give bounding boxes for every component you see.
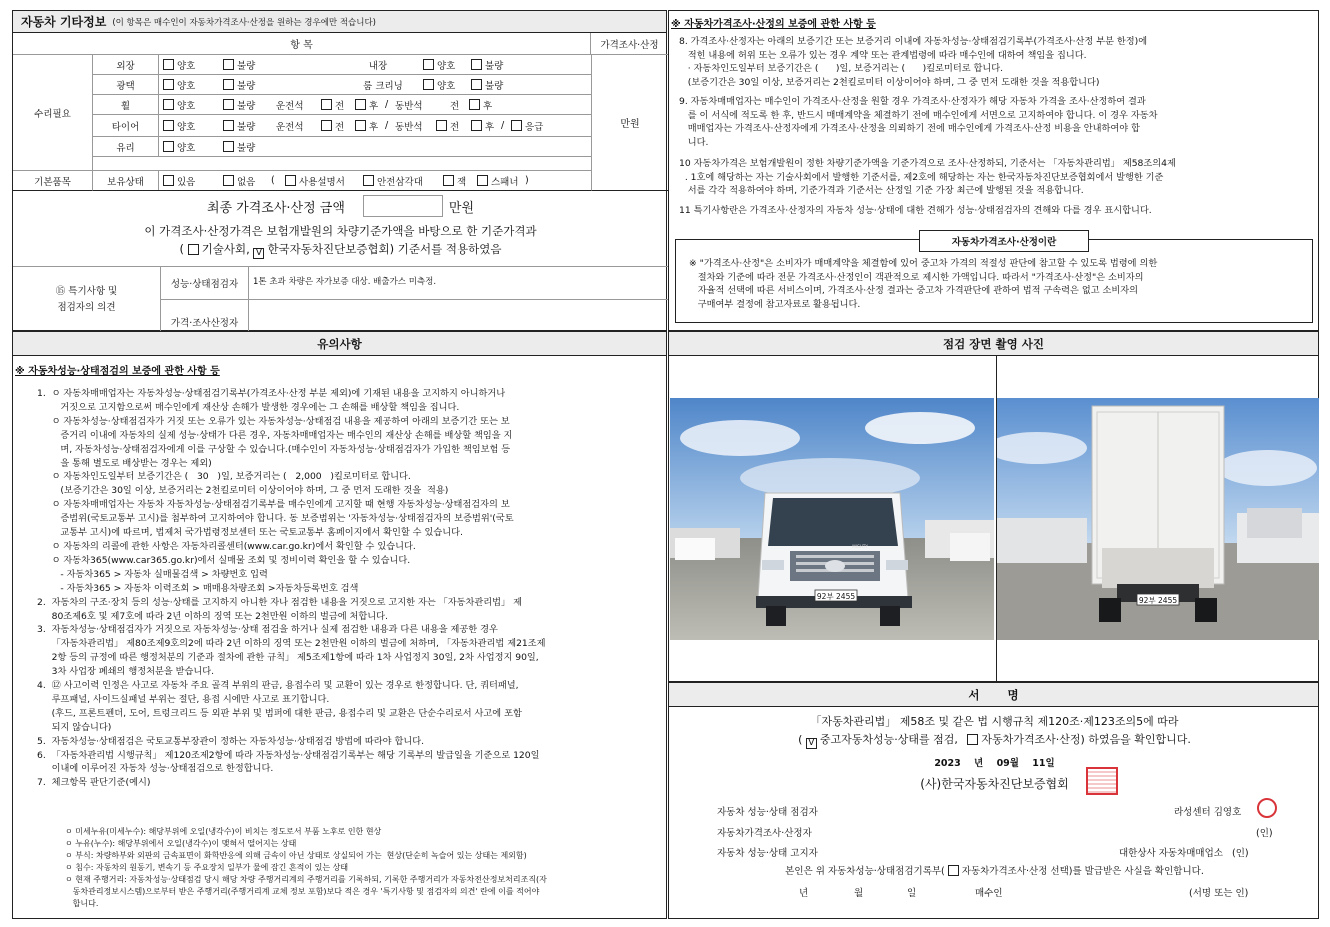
slash: / [385,99,389,110]
own-have-checkbox[interactable] [163,175,174,186]
buyer-price-survey-checkbox[interactable] [948,865,959,876]
inspector-label: 성능·상태점검자 [161,267,249,299]
sign-statement-1: 「자동차관리법」 제58조 및 같은 법 시행규칙 제120조·제123조의5에 따라 [810,715,1179,728]
clause-line: 를 이 서식에 적도록 한 후, 반드시 매매계약을 체결하기 전에 매수인에게 서면으로 고지하여야 합니다. 이 경우 자동차 [679,109,1158,121]
note-line: - 자동차365 > 자동차 이력조회 > 매매용차량조회 >자동차등록번호 검색 [37,582,359,594]
option-good: 양호 [177,142,196,154]
note-line: ㅇ 자동차성능·상태점검자가 거짓 또는 오류가 있는 자동차성능·상태점검 내용을 제공하여 아래의 보증기간 또는 보 [37,415,510,427]
notifier-name: 대한상사 자동차매매업소 (인) [1119,848,1249,859]
rear-label: 후 [483,100,493,112]
tire-emergency-checkbox[interactable] [511,120,522,131]
criteria-line: ㅇ 현재 주행거리: 자동차성능·상태점검 당시 해당 차량 주행거리계의 주행거리를 기록하되, 기록한 주행거리가 자동차전산정보처리조직(자 [65,875,547,884]
row-tire [93,115,591,137]
spanner-checkbox[interactable] [477,175,488,186]
clause-9 [679,95,1319,149]
notes-lines [37,387,667,790]
note-line: (보증기간은 30일 이상, 보증거리는 2천킬로미터 이상이어야 하며, 그 중 먼저 도래한 것을 적용) [37,485,449,497]
final-price-input[interactable] [363,195,443,217]
used-car-inspection-label: 중고자동차성능·상태를 점검, [819,733,958,746]
note-line: 교통부 고시)에 따르며, 법제처 국가법령정보센터 또는 국토교통부 홈페이지에서 확인할 수 있습니다. [37,527,463,539]
row-spacer [93,157,591,171]
emergency-label: 응급 [525,121,544,133]
clause-11 [679,204,1319,218]
paren-open: ( [179,242,185,256]
option-bad: 불량 [485,60,504,72]
basis-line-1: 이 가격조사·산정가격은 보험개발원의 차량기준가액을 바탕으로 한 기준가격과 [144,224,537,238]
panel-title: 자동차 기타정보 [21,15,107,29]
rear-truck-image [997,398,1319,640]
note-line: 2항 등의 규정에 따른 행정처분의 기준과 절차에 관한 규칙」 제5조제1항에 따라 1차 사업정지 30일, 2차 사업정지 90일, [37,652,539,664]
inspector-name: 라성센터 김영호 [1174,807,1242,818]
kadca-label: 한국자동차진단보증협회) 기준서를 적용하였음 [267,242,502,256]
sign-organization: (사)한국자동차진단보증협회 [920,777,1069,791]
paren-open: ( [798,733,803,746]
option-bad: 불량 [237,121,256,133]
jack-checkbox[interactable] [443,175,454,186]
inspector-seal-icon [1257,798,1277,818]
option-bad: 불량 [237,142,256,154]
room-good-checkbox[interactable] [423,79,434,90]
gloss-label: 광택 [93,75,159,94]
rear-label: 후 [369,100,379,112]
tire-driver-rear-checkbox[interactable] [355,120,366,131]
note-line: 7. 체크항목 판단기준(예시) [37,777,151,789]
photo-panel [668,331,1319,682]
slash: / [385,120,389,131]
option-good: 양호 [437,60,456,72]
inspector-opinion: 1톤 초과 차량은 자가보증 대상. 배출가스 미측정. [253,277,437,287]
clause-line: 서를 각각 적용하여야 하며, 기준가격과 기준서는 산정일 기준 가장 최근에 발행된 것을 적용합니다. [679,185,1084,197]
org-seal-icon [1086,767,1118,795]
triangle-label: 안전삼각대 [377,176,423,188]
price-column-won: 만원 [591,55,668,191]
clause-line: · 자동차인도일부터 보증기간은 ( )일, 보증거리는 ( )킬로미터로 합니다. [679,63,1004,75]
row-glass [93,137,591,157]
note-line: ㅇ 자동차의 리콜에 관한 사항은 자동차리콜센터(www.car.go.kr)에서 확인할 수 있습니다. [37,540,416,552]
room-bad-checkbox[interactable] [471,79,482,90]
note-line: 3차 사업장 폐쇄의 행정처분을 받습니다. [37,666,215,678]
jack-label: 잭 [457,176,467,188]
gloss-good-checkbox[interactable] [163,79,174,90]
criteria-line: ㅇ 미세누유(미세누수): 해당부위에 오일(냉각수)이 비치는 정도로서 부품 노후로 인한 현상 [65,827,382,836]
basis-line-2 [13,241,668,259]
note-line: - 자동차365 > 자동차 실매물검색 > 차량번호 입력 [37,568,268,580]
triangle-checkbox[interactable] [363,175,374,186]
panel-title-bar [13,11,666,33]
tire-passenger-front-checkbox[interactable] [436,120,447,131]
clause-line: 11 특기사항란은 가격조사·산정자의 자동차 성능·상태에 대한 견해가 성능·상태점검자의 견해와 다를 경우 표시합니다. [679,205,1152,216]
photo-header: 점검 장면 촬영 사진 [669,332,1318,356]
tech-society-checkbox[interactable] [188,244,199,255]
paren-open: ( [271,175,275,186]
note-line: ㅇ 자동차매매업자는 자동차 자동차성능·상태점검기록부를 매수인에게 고지할 때 현행 자동차성능·상태점검자의 보 [37,499,510,511]
criteria-line: ㅇ 침수: 자동차의 원동기, 변속기 등 주요장치 일부가 물에 잠긴 흔적이 있는 상태 [65,863,349,872]
notes-title: ※ 자동차성능·상태점검의 보증에 관한 사항 등 [15,366,220,377]
note-line: 4. ⑫ 사고이력 인정은 사고로 자동차 주요 골격 부위의 판금, 용접수리 및 교환이 있는 경우로 한정합니다. 단, 쿼터패널, [37,680,519,692]
clause-line: 매매업자는 가격조사·산정자에게 가격조사·산정을 의뢰하기 전에 매수인에게 가격조사·산정 비용을 안내하여야 합 [679,123,1140,135]
note-line: 1. ㅇ 자동차매매업자는 자동차성능·상태점검기록부(가격조사·산정 부분 제외)에 기재된 내용을 고지하지 아니하거나 [37,388,506,399]
option-bad: 불량 [237,80,256,92]
own-none-checkbox[interactable] [223,175,234,186]
definition-line: 자율적 선택에 따른 서비스이며, 가격조사·산정 결과는 중고차 가격판단에 관하여 법적 구속력은 없고 소비자의 [689,285,1139,297]
confirm-text-a: 본인은 위 자동차성능·상태점검기록부( [785,866,945,877]
interior-label: 내장 [368,60,388,72]
price-guarantee-title: ※ 자동차가격조사·산정의 보증에 관한 사항 등 [671,19,876,30]
notifier-label: 자동차 성능·상태 고지자 [717,848,818,859]
option-good: 양호 [177,60,196,72]
special-label-line2: 점검자의 의견 [57,301,116,313]
rear-plate-text: 92부 2455 [1138,596,1178,605]
price-survey-checkbox[interactable] [967,734,978,745]
glass-label: 유리 [93,137,159,156]
mighty-badge: MIGHTY [852,544,868,549]
manual-checkbox[interactable] [285,175,296,186]
definition-line: 구매여부 결정에 참고자료로 활용됩니다. [689,298,861,310]
price-surveyor-seal: (인) [1256,828,1273,839]
signature-header: 서 명 [669,683,1318,707]
passenger-seat-label: 동반석 [395,100,423,112]
wheel-driver-rear-checkbox[interactable] [355,99,366,110]
note-line: ㅇ 자동차인도일부터 보증기간은 ( 30 )일, 보증거리는 ( 2,000 )킬로미터로 합니다. [37,471,411,483]
driver-seat-label: 운전석 [276,121,304,133]
passenger-seat-label: 동반석 [395,121,423,133]
definition-title: 자동차가격조사·산정이란 [919,230,1089,252]
tire-passenger-rear-checkbox[interactable] [471,120,482,131]
rear-truck-photo [997,398,1319,640]
paren-close: ) [525,175,529,186]
note-line: 루프패널, 사이드실패널 부위는 절단, 용접 시에만 사고로 표기합니다. [37,693,330,705]
special-label-line1: ⑮ 특기사항 및 [55,285,118,297]
option-bad: 불량 [237,60,256,72]
sign-year: 2023 년 [934,758,984,769]
clause-10 [679,157,1319,198]
panel-title-note: (이 항목은 매수인이 자동차가격조사·산정을 원하는 경우에만 적습니다) [112,17,376,28]
wheel-good-checkbox[interactable] [163,99,174,110]
wheel-label: 휠 [93,95,159,114]
option-good: 양호 [437,80,456,92]
front-label: 전 [450,100,460,112]
tire-label: 타이어 [93,115,159,136]
pricer-label: 가격·조사산정자 [161,300,249,332]
table-header [13,33,668,55]
own-status-label: 보유상태 [93,171,159,190]
exterior-bad-checkbox[interactable] [223,59,234,70]
sign-month: 09월 [996,758,1019,769]
notes-small-lines [65,826,667,910]
clause-8 [679,35,1319,89]
clause-line: (보증기간은 30일 이상, 보증거리는 2천킬로미터 이상이어야 하며, 그 중 먼저 도래한 것을 적용합니다) [679,76,1100,88]
note-line: 5. 자동차성능·상태점검은 국토교통부장관이 정하는 자동차성능·상태점검 방법에 따라야 합니다. [37,735,425,747]
confirm-text-b: 자동차가격조사·산정 선택)를 발급받은 사실을 확인합니다. [961,866,1204,877]
note-line: 증범위(국토교통부 고시)를 첨부하여 고지하여야 합니다. 동 보증범위는 '자동차성능·상태점검자의 보증범위'(국토 [37,513,514,525]
price-survey-label: 자동차가격조사·산정) 하였음을 확인합니다. [981,733,1191,746]
clause-line: 적힌 내용에 허위 또는 오류가 있는 경우 계약 또는 관계법령에 따라 매수인에 대하여 책임을 집니다. [679,49,1087,61]
note-line: 80조제6호 및 제7호에 따라 2년 이하의 징역 또는 2천만원 이하의 벌금에 처합니다. [37,610,388,622]
tire-driver-front-checkbox[interactable] [321,120,332,131]
note-line: 2. 자동차의 구조·장치 등의 성능·상태를 고지하지 아니한 자나 점검한 내용을 거짓으로 고지한 자는 「자동차관리법」 제 [37,596,523,608]
basic-items-label: 기본품목 [13,171,93,191]
price-guarantee-panel [668,10,1319,331]
driver-seat-label: 운전석 [276,100,304,112]
option-good: 양호 [177,80,196,92]
buyer-confirmation [669,863,1320,877]
inspector-label: 자동차 성능·상태 점검자 [717,807,818,818]
column-item: 항 목 [13,33,591,54]
slash: / [501,120,505,131]
column-price: 가격조사·산정 [600,39,659,51]
spanner-label: 스패너 [491,176,519,188]
none-label: 없음 [237,176,256,188]
buyer-label: 매수인 [975,888,1003,899]
note-line: 증거리 이내에 자동차의 실제 성능·상태가 다른 경우, 자동차매매업자는 매수인의 재산상 손해를 배상할 책임을 지 [37,429,513,441]
definition-line: 절차와 기준에 따라 전문 가격조사·산정인이 객관적으로 제시한 가액입니다. 따라서 "가격조사·산정"은 소비자의 [689,271,1144,283]
inspector-row [161,266,668,300]
clause-line: 8. 가격조사·산정자는 아래의 보증기간 또는 보증거리 이내에 자동차성능·상태점검기록부(가격조사·산정 부분 한정)에 [679,36,1148,47]
row-wheel [93,95,591,115]
price-surveyor-label: 자동차가격조사·산정자 [717,828,812,839]
note-line: 6. 「자동차관리법 시행규칙」 제120조제2항에 따라 자동차성능·상태점검기록부는 해당 기록부의 발급일을 기준으로 120일 [37,749,540,761]
buyer-date-year: 년 [799,888,809,899]
room-cleaning-label: 룸 크리닝 [363,80,403,92]
kadca-checkbox[interactable]: V [253,248,264,259]
note-line: 거짓으로 고지함으로써 매수인에게 재산상 손해가 발생한 경우에는 그 손해를 배상할 책임을 집니다. [37,401,460,413]
manual-label: 사용설명서 [299,176,345,188]
buyer-sign-field[interactable]: (서명 또는 인) [1189,888,1249,899]
note-line: 을 통해 별도로 배상받는 경우는 제외) [37,457,212,469]
have-label: 있음 [177,176,196,188]
row-gloss [93,75,591,95]
note-line: 되지 않습니다) [37,721,112,733]
option-good: 양호 [177,121,196,133]
definition-line: ※ "가격조사·산정"은 소비자가 매매계약을 체결함에 있어 중고차 가격의 적절성 판단에 참고할 수 있도록 법령에 의한 [689,258,1158,269]
notes-header: 유의사항 [13,332,666,356]
used-car-inspection-checkbox[interactable]: V [806,738,817,749]
note-line: 「자동차관리법」 제80조제9호의2에 따라 2년 이하의 징역 또는 2천만원 이하의 벌금에 처하며, 「자동차관리법 제21조제 [37,638,546,650]
special-notes-label [13,266,161,332]
repair-needed-label: 수리필요 [13,55,93,171]
pricer-row [161,300,668,332]
definition-text [689,257,1309,311]
front-label: 전 [335,121,345,133]
front-label: 전 [335,100,345,112]
note-line: (후드, 프론트펜더, 도어, 트렁크리드 등 외판 부위 및 범퍼에 대한 판금, 용접수리 및 교환은 단순수리로서 사고에 포함 [37,707,522,719]
sign-date [669,755,1320,769]
sign-day: 11일 [1032,758,1055,769]
front-truck-image [670,398,994,640]
criteria-line: ㅇ 부식: 차량하부와 외판의 금속표면이 화학반응에 의해 금속이 아닌 상태로 상실되어 가는 현상(단순히 녹슬어 있는 상태는 제외함) [65,851,527,860]
tire-good-checkbox[interactable] [163,120,174,131]
option-good: 양호 [177,100,196,112]
note-line: 며, 자동차성능·상태점검자에게 이를 구상할 수 있습니다.(매수인이 자동차성능·상태점검자가 가입한 책임보험 등 [37,443,511,455]
criteria-line: ㅇ 누유(누수): 해당부위에서 오일(냉각수)이 맺혀서 떨어지는 상태 [65,839,297,848]
tech-society-label: 기술사회, [201,242,250,256]
note-line: 3. 자동차성능·상태점검자가 거짓으로 자동차성능·상태 점검을 하거나 실제 점검한 내용과 다른 내용을 제공한 경우 [37,624,498,636]
buyer-date-month: 월 [854,888,864,899]
wheel-passenger-front-checkbox[interactable] [469,99,480,110]
clause-line: 9. 자동차매매업자는 매수인이 가격조사·산정을 원할 경우 가격조사·산정자가 해당 자동차 가격을 조사·산정하여 결과 [679,96,1146,107]
criteria-line: 동차관리정보시스템)으로부터 받은 주행거리(주행거리계 교체 정보 포함)보다 적은 경우 '특기사항 및 점검자의 의견' 란에 이를 적어야 [65,887,540,896]
interior-bad-checkbox[interactable] [471,59,482,70]
clause-line: 니다. [679,136,709,148]
option-bad: 불량 [237,100,256,112]
criteria-line: 합니다. [65,899,99,908]
exterior-label: 외장 [93,55,159,74]
option-bad: 불량 [485,80,504,92]
exterior-good-checkbox[interactable] [163,59,174,70]
final-price-unit: 만원 [448,200,475,216]
rear-label: 후 [485,121,495,133]
front-truck-photo [670,398,994,640]
vehicle-other-info-panel [12,10,667,331]
gloss-bad-checkbox[interactable] [223,79,234,90]
wheel-bad-checkbox[interactable] [223,99,234,110]
note-line: ㅇ 자동차365(www.car365.go.kr)에서 실매물 조회 및 정비이력 확인을 할 수 있습니다. [37,554,411,566]
wheel-driver-front-checkbox[interactable] [321,99,332,110]
front-label: 전 [450,121,460,133]
sign-statement-2 [669,731,1320,749]
clause-line: 10 자동차가격은 보험개발원이 정한 차량기준가액을 기준가격으로 조사·산정하되, 기준서는 「자동차관리법」 제58조의4제 [679,158,1176,169]
glass-good-checkbox[interactable] [163,141,174,152]
signature-panel [668,682,1319,919]
tire-bad-checkbox[interactable] [223,120,234,131]
notes-panel [12,331,667,919]
clause-line: . 1호에 해당하는 자는 기술사회에서 발행한 기준서를, 제2호에 해당하는 자는 한국자동차진단보증협회에서 발행한 기준 [679,171,1164,183]
rear-label: 후 [369,121,379,133]
note-line: 이내에 이루어진 자동차 성능·상태점검으로 한정합니다. [37,763,274,775]
row-own-status [93,171,591,191]
final-price-label: 최종 가격조사·산정 금액 [206,200,345,216]
row-exterior [93,55,591,75]
interior-good-checkbox[interactable] [423,59,434,70]
glass-bad-checkbox[interactable] [223,141,234,152]
front-plate-text: 92부 2455 [816,592,856,601]
buyer-date-day: 일 [907,888,917,899]
final-price-row [13,191,668,221]
